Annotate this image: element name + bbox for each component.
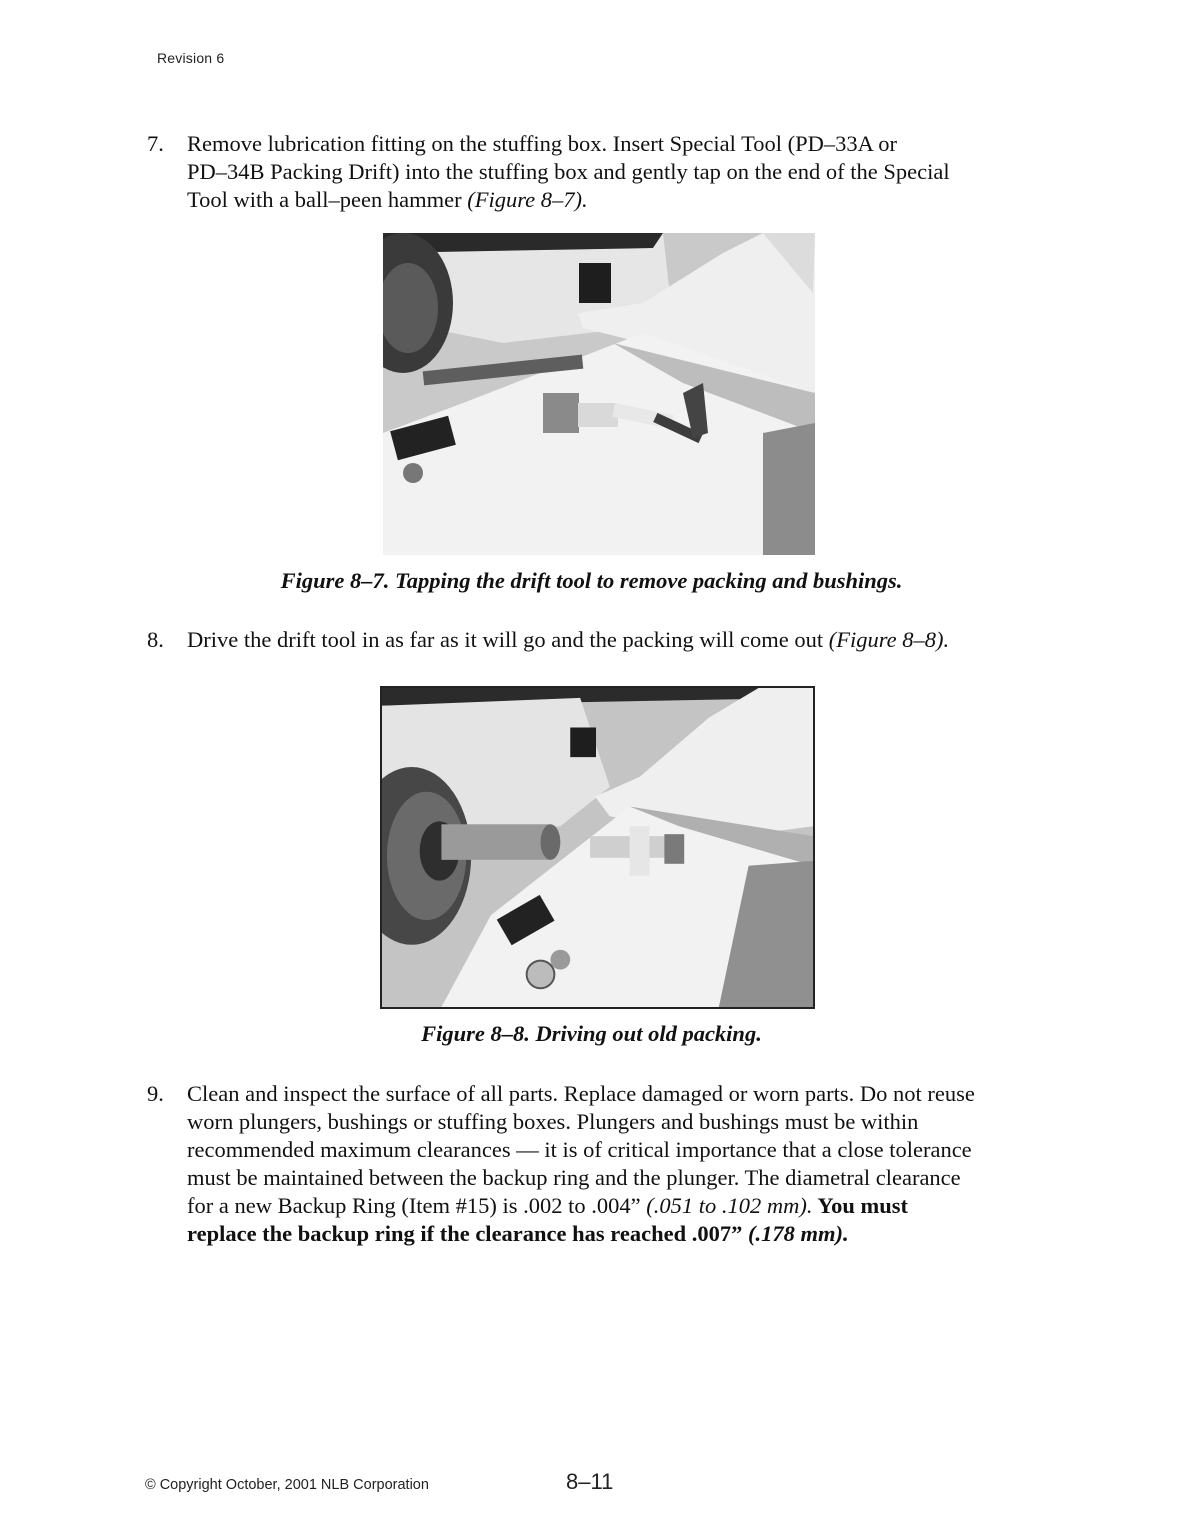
- step-number: 9.: [147, 1081, 164, 1106]
- step-line-text: Drive the drift tool in as far as it will go and the packing will come out: [187, 627, 829, 652]
- step-line: Clean and inspect the surface of all parts. Replace damaged or worn parts. Do not reuse: [187, 1081, 975, 1106]
- warning-text: You must: [812, 1193, 908, 1218]
- figure-8-8-photo: [380, 686, 815, 1009]
- machine-photo-illustration: [383, 233, 815, 555]
- step-line-text: Tool with a ball–peen hammer: [187, 187, 468, 212]
- figure-8-8-caption: Figure 8–8. Driving out old packing.: [421, 1021, 762, 1046]
- step-number: 8.: [147, 627, 164, 652]
- step-line: [187, 626, 1052, 654]
- step-line: Remove lubrication fitting on the stuffing box. Insert Special Tool (PD–33A or: [187, 131, 898, 156]
- step-line: [187, 1192, 1052, 1220]
- warning-text: replace the backup ring if the clearance has reached .007”: [187, 1221, 743, 1246]
- figure-8-7-caption: Figure 8–7. Tapping the drift tool to remove packing and bushings.: [280, 568, 903, 593]
- step-7: [147, 130, 1052, 214]
- step-line: PD–34B Packing Drift) into the stuffing box and gently tap on the end of the Special: [187, 159, 950, 184]
- machine-photo-illustration: [382, 688, 813, 1007]
- step-line: [187, 186, 1052, 214]
- metric-value: (.178 mm).: [742, 1221, 849, 1246]
- step-8: [147, 626, 1052, 654]
- figure-reference: (Figure 8–7).: [467, 187, 588, 212]
- step-text: [187, 130, 1052, 214]
- figure-reference: (Figure 8–8).: [828, 627, 950, 652]
- metric-value: (.051 to .102 mm).: [640, 1193, 813, 1218]
- step-line: recommended maximum clearances –– it is of critical importance that a close tolerance: [187, 1137, 972, 1162]
- step-line: [187, 1220, 1052, 1248]
- step-line: must be maintained between the backup ring and the plunger. The diametral clearance: [187, 1165, 961, 1190]
- step-text: [187, 626, 1052, 654]
- revision-label: Revision 6: [157, 50, 225, 66]
- step-line: worn plungers, bushings or stuffing boxes. Plungers and bushings must be within: [187, 1109, 919, 1134]
- page-number: 8–11: [566, 1469, 614, 1494]
- step-9: [147, 1080, 1052, 1248]
- figure-8-7-photo: [383, 233, 815, 555]
- step-text: [187, 1080, 1052, 1248]
- step-line-text: for a new Backup Ring (Item #15) is .002 to .004”: [187, 1193, 641, 1218]
- step-number: 7.: [147, 131, 164, 156]
- copyright-notice: © Copyright October, 2001 NLB Corporation: [145, 1477, 429, 1493]
